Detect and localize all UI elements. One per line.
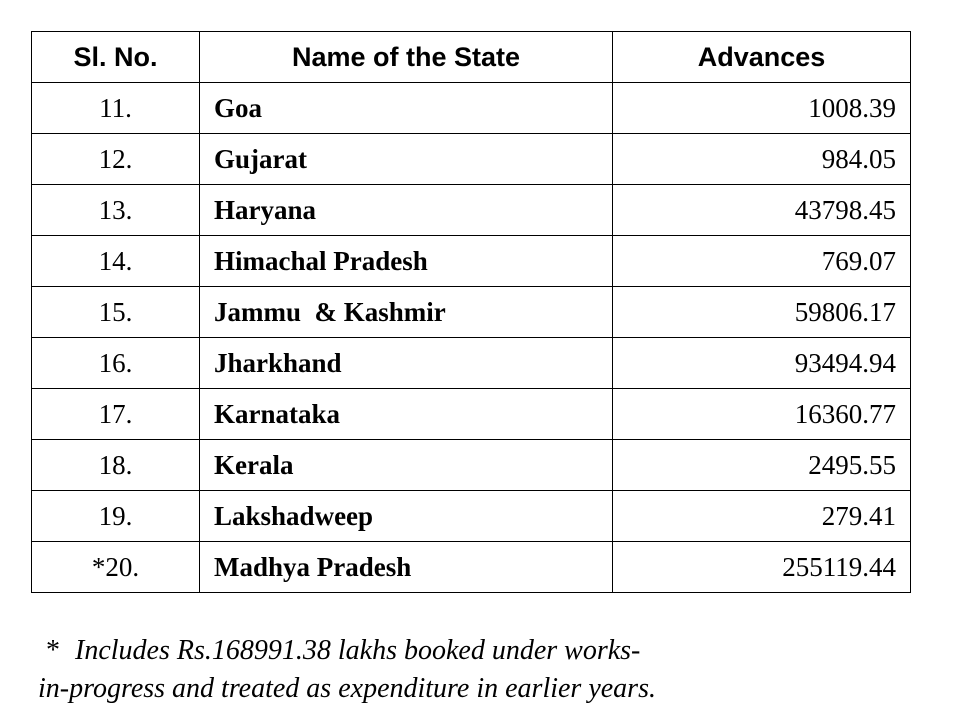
table-row (32, 491, 911, 542)
row-sl-no: 16. (32, 338, 200, 389)
row-advances: 279.41 (613, 491, 911, 542)
row-sl-no: 14. (32, 236, 200, 287)
header-state-name: Name of the State (200, 32, 613, 83)
row-sl-no: 15. (32, 287, 200, 338)
row-state-name: Kerala (200, 440, 613, 491)
footnote (38, 632, 906, 708)
table-row (32, 338, 911, 389)
footnote-line-2: in-progress and treated as expenditure in earlier years. (38, 673, 656, 704)
table-row (32, 185, 911, 236)
row-state-name: Karnataka (200, 389, 613, 440)
footnote-marker: * (46, 635, 60, 666)
header-sl-no: Sl. No. (32, 32, 200, 83)
row-advances: 984.05 (613, 134, 911, 185)
row-sl-no: 13. (32, 185, 200, 236)
row-sl-no: 11. (32, 83, 200, 134)
table-row (32, 542, 911, 593)
row-state-name: Jharkhand (200, 338, 613, 389)
row-advances: 2495.55 (613, 440, 911, 491)
row-advances: 93494.94 (613, 338, 911, 389)
table-row (32, 287, 911, 338)
row-sl-no: 19. (32, 491, 200, 542)
table-row (32, 440, 911, 491)
row-state-name: Haryana (200, 185, 613, 236)
table-row (32, 389, 911, 440)
row-state-name: Goa (200, 83, 613, 134)
row-advances: 59806.17 (613, 287, 911, 338)
header-advances: Advances (613, 32, 911, 83)
table-row (32, 236, 911, 287)
footnote-line-1: Includes Rs.168991.38 lakhs booked under works- (75, 635, 641, 666)
row-advances: 255119.44 (613, 542, 911, 593)
row-advances: 43798.45 (613, 185, 911, 236)
table-row (32, 134, 911, 185)
row-advances: 16360.77 (613, 389, 911, 440)
table-header-row (32, 32, 911, 83)
row-state-name: Madhya Pradesh (200, 542, 613, 593)
row-state-name: Himachal Pradesh (200, 236, 613, 287)
row-advances: 769.07 (613, 236, 911, 287)
advances-table (31, 31, 911, 593)
row-sl-no: *20. (32, 542, 200, 593)
row-sl-no: 18. (32, 440, 200, 491)
row-sl-no: 12. (32, 134, 200, 185)
table-row (32, 83, 911, 134)
row-state-name: Lakshadweep (200, 491, 613, 542)
row-sl-no: 17. (32, 389, 200, 440)
row-state-name: Jammu & Kashmir (200, 287, 613, 338)
row-state-name: Gujarat (200, 134, 613, 185)
row-advances: 1008.39 (613, 83, 911, 134)
